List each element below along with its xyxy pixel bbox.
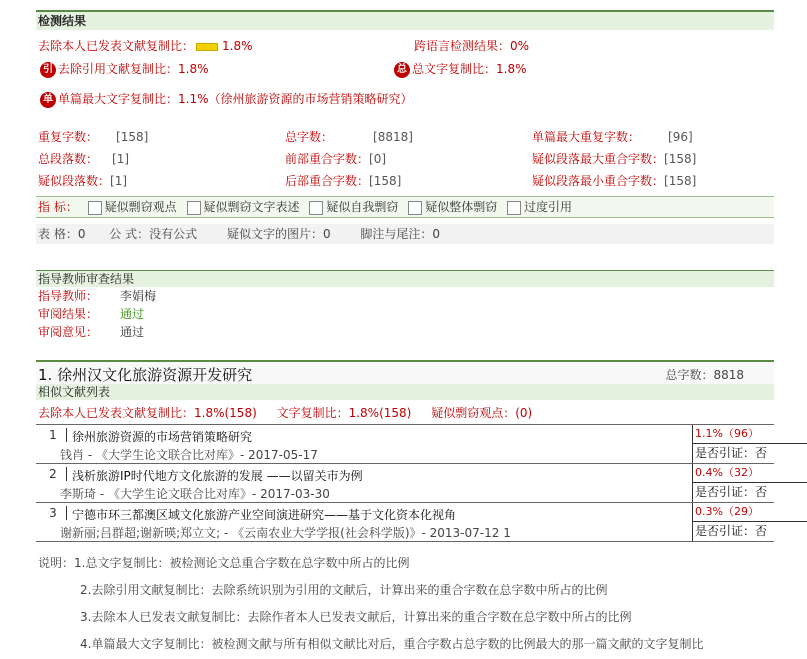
review-opinion: 通过 bbox=[120, 325, 145, 339]
stat-back-overlap: 后部重合字数：[158] bbox=[285, 174, 402, 188]
total-copy-ratio bbox=[394, 60, 527, 78]
indicator-option: 疑似自我剽窃 bbox=[326, 200, 399, 214]
item-source: 李斯琦 - 《大学生论文联合比对库》- 2017-03-30 bbox=[60, 487, 330, 501]
excl-self-value: 1.8% bbox=[222, 39, 253, 53]
cross-language-result bbox=[414, 37, 529, 54]
indicator-row bbox=[36, 196, 774, 218]
indicator-option: 疑似剽窃文字表述 bbox=[203, 200, 300, 214]
note-line: 2.去除引用文献复制比：去除系统识别为引用的文献后，计算出来的重合字数在总字数中所占的比例 bbox=[80, 583, 608, 597]
indicator-label: 指 标： bbox=[38, 200, 78, 214]
item-cite: 是否引证：否 bbox=[695, 446, 768, 460]
single-circle-icon: 单 bbox=[40, 92, 56, 108]
excl-quote-label: 去除引用文献复制比： bbox=[58, 62, 179, 76]
stat-front-overlap: 前部重合字数：[0] bbox=[285, 152, 387, 166]
stat-total-chars: 总字数： [8818] bbox=[285, 130, 413, 144]
indicator-checkbox[interactable] bbox=[88, 201, 102, 215]
excl-self-label: 去除本人已发表文献复制比： bbox=[38, 39, 195, 53]
document-total-chars: 总字数：8818 bbox=[665, 368, 744, 382]
item-cite-cell bbox=[692, 482, 807, 502]
item-source: 谢新丽;吕群超;谢新暎;郑立文; - 《云南农业大学学报(社会科学版)》- 2013-07-12 1 bbox=[60, 526, 511, 540]
section-title-detection: 检测结果 bbox=[36, 10, 774, 30]
excl-quote-ratio bbox=[40, 60, 209, 78]
single-max-ratio bbox=[40, 90, 413, 108]
ratio-bar bbox=[196, 43, 218, 51]
item-pct: 0.3%（29） bbox=[695, 505, 759, 518]
stat-suspect-paragraphs: 疑似段落数：[1] bbox=[38, 174, 128, 188]
document-title: 1. 徐州汉文化旅游资源开发研究 bbox=[38, 366, 253, 384]
document-summary-row bbox=[38, 404, 548, 421]
indicator-option: 疑似整体剽窃 bbox=[425, 200, 498, 214]
stat-max-para-overlap: 疑似段落最大重合字数：[158] bbox=[532, 152, 697, 166]
similar-item[interactable] bbox=[36, 502, 774, 542]
item-cite-cell bbox=[692, 443, 807, 463]
note-line: 3.去除本人已发表文献复制比：去除作者本人已发表文献后，计算出来的重合字数在总字数中所占的比例 bbox=[80, 610, 632, 624]
item-pct-cell bbox=[692, 425, 807, 443]
image-count: 疑似文字的图片：0 bbox=[226, 227, 331, 241]
stat-min-para-overlap: 疑似段落最小重合字数：[158] bbox=[532, 174, 697, 188]
item-cite: 是否引证：否 bbox=[695, 524, 768, 538]
total-circle-icon: 总 bbox=[394, 62, 410, 78]
indicator-checkbox[interactable] bbox=[309, 201, 323, 215]
item-pct: 0.4%（32） bbox=[695, 466, 759, 479]
advisor-row: 指导教师： 李娟梅 bbox=[38, 289, 157, 303]
stat-total-paragraphs: 总段落数： [1] bbox=[38, 152, 130, 166]
single-max-label: 单篇最大文字复制比： bbox=[58, 92, 179, 106]
excl-self-ratio bbox=[38, 37, 253, 54]
item-number: 2 bbox=[40, 467, 67, 481]
item-pct-cell bbox=[692, 464, 807, 482]
indicator-checkbox[interactable] bbox=[187, 201, 201, 215]
item-pct-cell bbox=[692, 503, 807, 521]
item-number: 1 bbox=[40, 428, 67, 442]
review-result-row: 审阅结果： 通过 bbox=[38, 307, 145, 321]
stat-repeat: 重复字数： [158] bbox=[38, 130, 149, 144]
review-result: 通过 bbox=[120, 307, 145, 321]
doc-copy-ratio: 文字复制比：1.8%(158) bbox=[276, 406, 412, 420]
item-pct: 1.1%（96） bbox=[695, 427, 759, 440]
similar-list-header: 相似文献列表 bbox=[36, 384, 774, 400]
note-line: 4.单篇最大文字复制比：被检测文献与所有相似文献比对后，重合字数占总字数的比例最大的那一篇文献的文字复制比 bbox=[80, 637, 704, 651]
item-title[interactable]: 宁德市环三都澳区域文化旅游产业空间演进研究——基于文化资本化视角 bbox=[72, 508, 457, 522]
similar-item[interactable] bbox=[36, 463, 774, 502]
indicator-option: 过度引用 bbox=[524, 200, 573, 214]
item-cite: 是否引证：否 bbox=[695, 485, 768, 499]
indicator-option: 疑似剽窃观点 bbox=[104, 200, 177, 214]
item-title[interactable]: 浅析旅游IP时代地方文化旅游的发展 ——以留关市为例 bbox=[72, 469, 363, 483]
item-source: 钱肖 - 《大学生论文联合比对库》- 2017-05-17 bbox=[60, 448, 318, 462]
similar-item[interactable] bbox=[36, 424, 774, 463]
teacher-review-header: 指导教师审查结果 bbox=[36, 270, 774, 287]
cross-lang-value: 0% bbox=[510, 39, 530, 53]
item-cite-cell bbox=[692, 521, 807, 541]
doc-excl-self: 去除本人已发表文献复制比：1.8%(158) bbox=[38, 406, 257, 420]
total-copy-label: 总文字复制比： bbox=[412, 62, 497, 76]
document-title-row bbox=[36, 360, 774, 384]
indicator-checkbox[interactable] bbox=[408, 201, 422, 215]
excl-quote-value: 1.8% bbox=[178, 62, 209, 76]
advisor-name: 李娟梅 bbox=[120, 289, 157, 303]
doc-plag-points: 疑似剽窃观点：(0) bbox=[431, 406, 533, 420]
item-title[interactable]: 徐州旅游资源的市场营销策略研究 bbox=[72, 430, 253, 444]
note-line: 说明：1.总文字复制比：被检测论文总重合字数在总字数中所占的比例 bbox=[38, 556, 410, 570]
total-copy-value: 1.8% bbox=[496, 62, 527, 76]
formula-count: 公 式：没有公式 bbox=[109, 227, 198, 241]
indicator-checkbox[interactable] bbox=[507, 201, 521, 215]
item-number: 3 bbox=[40, 506, 67, 520]
stat-single-max-repeat: 单篇最大重复字数： [96] bbox=[532, 130, 693, 144]
single-max-value: 1.1%（徐州旅游资源的市场营销策略研究） bbox=[178, 92, 413, 106]
footnote-count: 脚注与尾注：0 bbox=[360, 227, 441, 241]
quote-circle-icon: 引 bbox=[40, 62, 56, 78]
misc-stats-row bbox=[36, 224, 774, 244]
review-opinion-row: 审阅意见： 通过 bbox=[38, 325, 145, 339]
table-count: 表 格：0 bbox=[38, 227, 86, 241]
cross-lang-label: 跨语言检测结果： bbox=[414, 39, 511, 53]
